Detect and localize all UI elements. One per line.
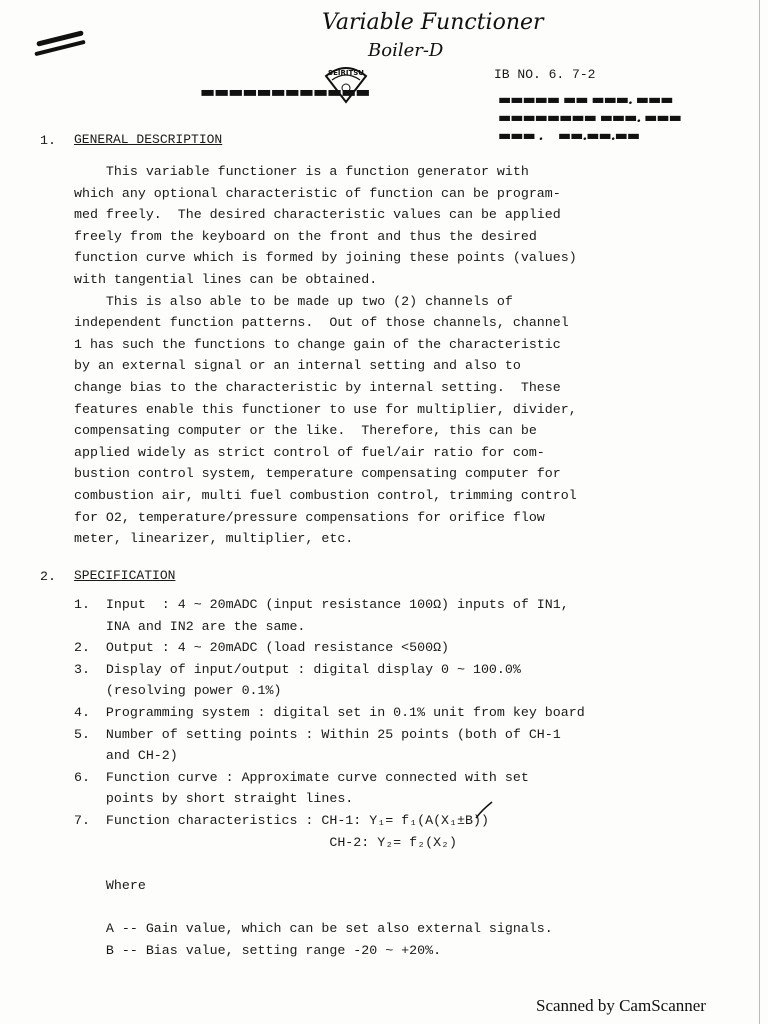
text-line: compensating computer or the like. Therefore, this can be: [74, 423, 537, 439]
text-line: 4. Programming system : digital set in 0.1% unit from key board: [74, 704, 585, 720]
text-line: [74, 896, 585, 918]
section-2-number: 2.: [40, 569, 56, 584]
section-1-title: GENERAL DESCRIPTION: [74, 132, 223, 147]
svg-text:SEIRITSU: SEIRITSU: [328, 69, 364, 77]
redacted-handwritten-note: ▬▬▬▬▬▬▬▬ ▬▬▬. ▬▬▬: [498, 110, 681, 126]
text-line: meter, linearizer, multiplier, etc.: [74, 531, 354, 547]
scanner-watermark: Scanned by CamScanner: [536, 996, 706, 1015]
text-line: 3. Display of input/output : digital display 0 ~ 100.0%: [74, 661, 521, 677]
text-line: and CH-2): [74, 748, 178, 764]
text-line: points by short straight lines.: [74, 791, 354, 807]
company-seal-logo: [322, 62, 370, 104]
text-line: This is also able to be made up two (2) channels of: [74, 293, 513, 309]
document-number: IB NO. 6. 7-2: [494, 67, 596, 82]
text-line: 1. Input : 4 ~ 20mADC (input resistance 100Ω) inputs of IN1,: [74, 597, 569, 612]
text-line: 5. Number of setting points : Within 25 points (both of CH-1: [74, 726, 561, 742]
text-line: freely from the keyboard on the front and thus the desired: [74, 228, 537, 244]
text-line: CH-2: Y₂= f₂(X₂): [74, 834, 458, 850]
text-line: Where: [74, 877, 146, 893]
redacted-handwritten-note: ▬▬▬▬▬ ▬▬ ▬▬▬. ▬▬▬: [498, 92, 673, 108]
redacted-handwritten-note: ▬▬▬ . ▬▬.▬▬.▬▬: [498, 128, 640, 144]
text-line: for O2, temperature/pressure compensations for orifice flow: [74, 509, 545, 525]
text-line: 6. Function curve : Approximate curve connected with set: [74, 769, 529, 785]
section-2-body: [74, 594, 585, 961]
text-line: [74, 853, 585, 875]
section-1-number: 1.: [40, 133, 56, 148]
text-line: med freely. The desired characteristic values can be applied: [74, 207, 561, 223]
text-line: with tangential lines can be obtained.: [74, 271, 378, 287]
section-1-body: [74, 161, 577, 550]
text-line: bustion control system, temperature compensating computer for: [74, 466, 561, 482]
text-line: B -- Bias value, setting range -20 ~ +20%.: [74, 942, 442, 958]
text-line: 2. Output : 4 ~ 20mADC (load resistance <500Ω): [74, 640, 450, 656]
text-line: applied widely as strict control of fuel/air ratio for com-: [74, 444, 545, 460]
pen-tick-mark: [474, 800, 494, 822]
text-line: independent function patterns. Out of those channels, channel: [74, 315, 569, 331]
text-line: A -- Gain value, which can be set also external signals.: [74, 920, 553, 936]
scan-edge-line: [759, 0, 760, 1024]
text-line: which any optional characteristic of function can be program-: [74, 185, 561, 201]
handwritten-title: Variable Functioner: [322, 10, 544, 35]
text-line: 1 has such the functions to change gain of the characteristic: [74, 336, 561, 352]
text-line: combustion air, multi fuel combustion control, trimming control: [74, 487, 577, 503]
text-line: by an external signal or an internal setting and also to: [74, 358, 521, 374]
text-line: features enable this functioner to use for multiplier, divider,: [74, 401, 577, 417]
text-line: 7. Function characteristics : CH-1: Y₁= f₁(A(X₁±B)): [74, 812, 489, 828]
text-line: (resolving power 0.1%): [74, 683, 282, 699]
text-line: This variable functioner is a function generator with: [74, 164, 529, 179]
text-line: change bias to the characteristic by internal setting. These: [74, 379, 561, 395]
text-line: INA and IN2 are the same.: [74, 618, 306, 634]
text-line: function curve which is formed by joining these points (values): [74, 250, 577, 266]
redacted-company-name: ▬▬▬▬▬▬▬▬▬▬▬▬: [200, 82, 370, 101]
section-2-title: SPECIFICATION: [74, 568, 176, 583]
handwritten-subtitle: Boiler-D: [368, 40, 444, 61]
